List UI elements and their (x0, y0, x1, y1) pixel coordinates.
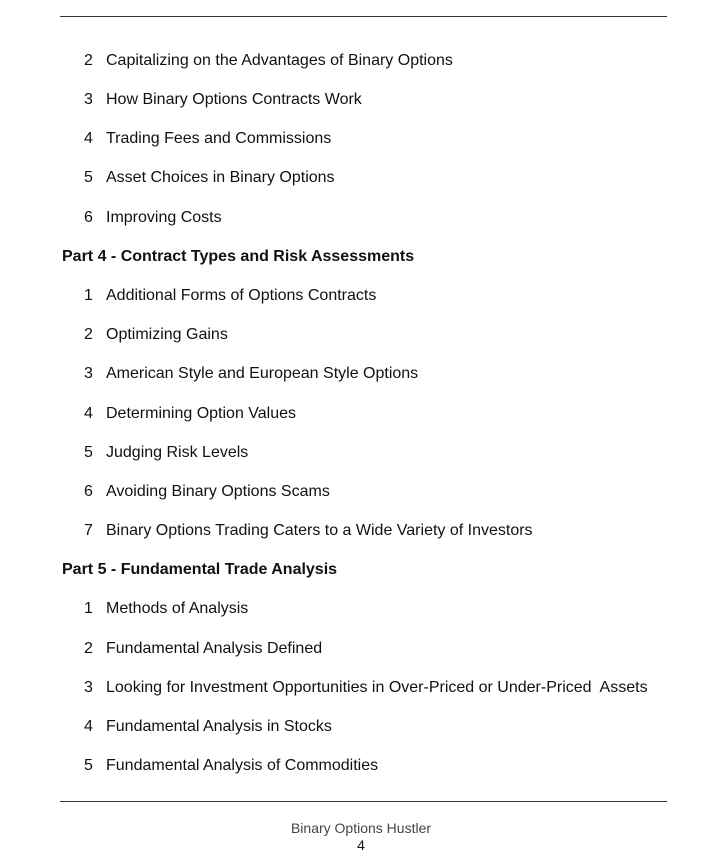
toc-entry-title: Optimizing Gains (106, 326, 228, 343)
footer-book-title: Binary Options Hustler (290, 820, 432, 836)
toc-entry-title: Asset Choices in Binary Options (106, 169, 335, 186)
toc-entry-title: American Style and European Style Options (106, 365, 419, 382)
toc-entry-number: 1 (84, 600, 93, 617)
toc-entry-number: 7 (84, 522, 93, 539)
toc-entry-title: Fundamental Analysis in Stocks (106, 718, 332, 735)
toc-entry-number: 4 (84, 130, 93, 147)
footer-page-number: 4 (357, 837, 365, 853)
toc-entry-number: 5 (84, 169, 93, 186)
toc-entry-number: 4 (84, 405, 93, 422)
toc-entry-title: Determining Option Values (106, 405, 297, 422)
toc-entry-number: 5 (84, 757, 93, 774)
toc-entry-title: Judging Risk Levels (106, 444, 249, 461)
toc-entry-title: Looking for Investment Opportunities in Over-Priced or Under-Priced Assets (106, 679, 648, 696)
toc-entry-title: Fundamental Analysis of Commodities (106, 757, 379, 774)
toc-entry-number: 2 (84, 640, 93, 657)
toc-entry-number: 2 (84, 52, 93, 69)
toc-entry-title: Avoiding Binary Options Scams (106, 483, 330, 500)
toc-entry-number: 3 (84, 365, 93, 382)
toc-entry-title: Fundamental Analysis Defined (106, 640, 323, 657)
toc-entry-number: 4 (84, 718, 93, 735)
toc-entry-title: Binary Options Trading Caters to a Wide Variety of Investors (106, 522, 533, 539)
header-divider (60, 16, 667, 17)
toc-entry-title: Methods of Analysis (106, 600, 249, 617)
toc-entry-title: Capitalizing on the Advantages of Binary Options (106, 52, 453, 69)
toc-entry-title: Improving Costs (106, 209, 222, 226)
toc-entry-number: 2 (84, 326, 93, 343)
toc-entry-title: Trading Fees and Commissions (106, 130, 332, 147)
toc-entry-number: 3 (84, 91, 93, 108)
part-4-heading: Part 4 - Contract Types and Risk Assessments (62, 248, 415, 265)
toc-entry-title: How Binary Options Contracts Work (106, 91, 362, 108)
toc-entry-number: 1 (84, 287, 93, 304)
toc-entry-title: Additional Forms of Options Contracts (106, 287, 377, 304)
toc-entry-number: 6 (84, 483, 93, 500)
footer-divider (60, 801, 667, 802)
part-5-heading: Part 5 - Fundamental Trade Analysis (62, 561, 338, 578)
toc-entry-number: 3 (84, 679, 93, 696)
toc-entry-number: 5 (84, 444, 93, 461)
toc-entry-number: 6 (84, 209, 93, 226)
